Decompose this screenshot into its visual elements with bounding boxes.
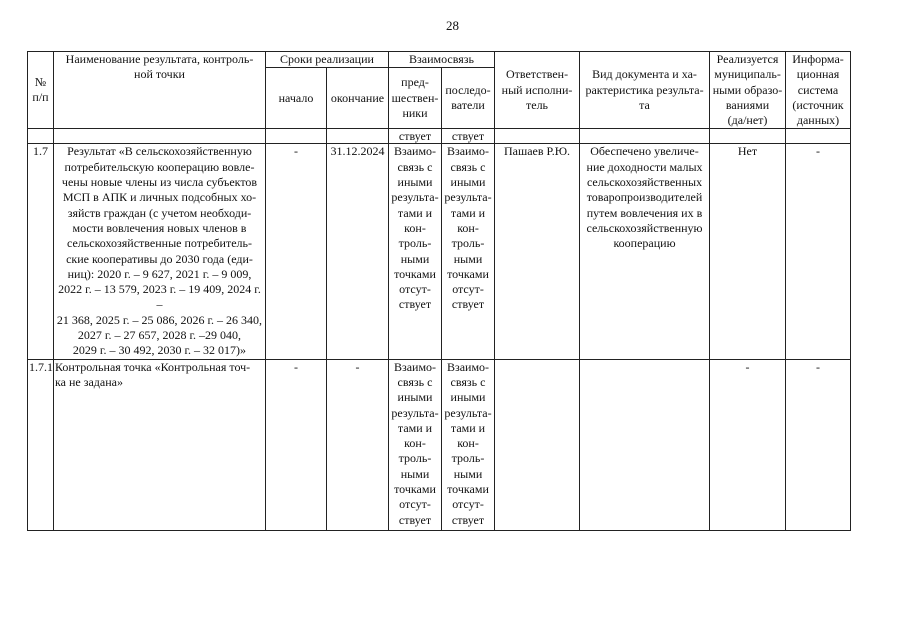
row-number: 1.7.1: [28, 359, 54, 530]
header-row-1: [28, 52, 851, 68]
row-start: -: [266, 144, 327, 359]
col-doc: Вид документа и ха- рактеристика результа- та: [580, 52, 710, 129]
row-responsible: Пашаев Р.Ю.: [495, 144, 580, 359]
row-start: -: [266, 359, 327, 530]
continuation-next: ствует: [442, 129, 495, 144]
row-info: -: [786, 144, 851, 359]
col-number: № п/п: [28, 52, 54, 129]
row-end: 31.12.2024: [327, 144, 389, 359]
row-end: -: [327, 359, 389, 530]
table-row: [28, 144, 851, 359]
row-info: -: [786, 359, 851, 530]
row-doc: Обеспечено увеличе- ние доходности малых сельскохозяйственных товаропроизводителей путем вовлечения их в сельскохозяйственную кооперацию: [580, 144, 710, 359]
row-name: Контрольная точка «Контрольная точ- ка не задана»: [54, 359, 266, 530]
row-responsible: [495, 359, 580, 530]
col-next: последо- ватели: [442, 68, 495, 129]
col-name: Наименование результата, контроль- ной точки: [54, 52, 266, 129]
col-end: окончание: [327, 68, 389, 129]
col-links: Взаимосвязь: [389, 52, 495, 68]
continuation-row: [28, 129, 851, 144]
row-next: Взаимо- связь с иными результа- тами и кон- троль- ными точками отсут- ствует: [442, 144, 495, 359]
col-responsible: Ответствен- ный исполни- тель: [495, 52, 580, 129]
row-next: Взаимо- связь с иными результа- тами и кон- троль- ными точками отсут- ствует: [442, 359, 495, 530]
col-prev: пред- шествен- ники: [389, 68, 442, 129]
row-doc: [580, 359, 710, 530]
continuation-prev: ствует: [389, 129, 442, 144]
page-number: 28: [446, 18, 459, 33]
row-prev: Взаимо- связь с иными результа- тами и кон- троль- ными точками отсут- ствует: [389, 359, 442, 530]
row-number: 1.7: [28, 144, 54, 359]
col-terms: Сроки реализации: [266, 52, 389, 68]
row-municipal: -: [710, 359, 786, 530]
row-municipal: Нет: [710, 144, 786, 359]
col-start: начало: [266, 68, 327, 129]
table-row: [28, 359, 851, 530]
col-info: Информа- ционная система (источник данных): [786, 52, 851, 129]
plan-table: [27, 51, 851, 531]
row-prev: Взаимо- связь с иными результа- тами и кон- троль- ными точками отсут- ствует: [389, 144, 442, 359]
row-name: Результат «В сельскохозяйственную потребительскую кооперацию вовле- чены новые члены из числа субъектов МСП в АПК и личных подсобных хо- зяйств граждан (с учетом необходи- мости вовлечения новых членов в сельскохозяйственные потребитель- ские кооперативы до 2030 года (еди- ниц): 2020 г. – 9 627, 2021 г. – 9 009, 2022 г. – 13 579, 2023 г. – 19 409, 2024 г. – 21 368, 2025 г. – 25 086, 2026 г. – 26 340, 2027 г. – 27 657, 2028 г. –29 040, 2029 г. – 30 492, 2030 г. – 32 017)»: [54, 144, 266, 359]
col-municipal: Реализуется муниципаль- ными образо- ваниями (да/нет): [710, 52, 786, 129]
